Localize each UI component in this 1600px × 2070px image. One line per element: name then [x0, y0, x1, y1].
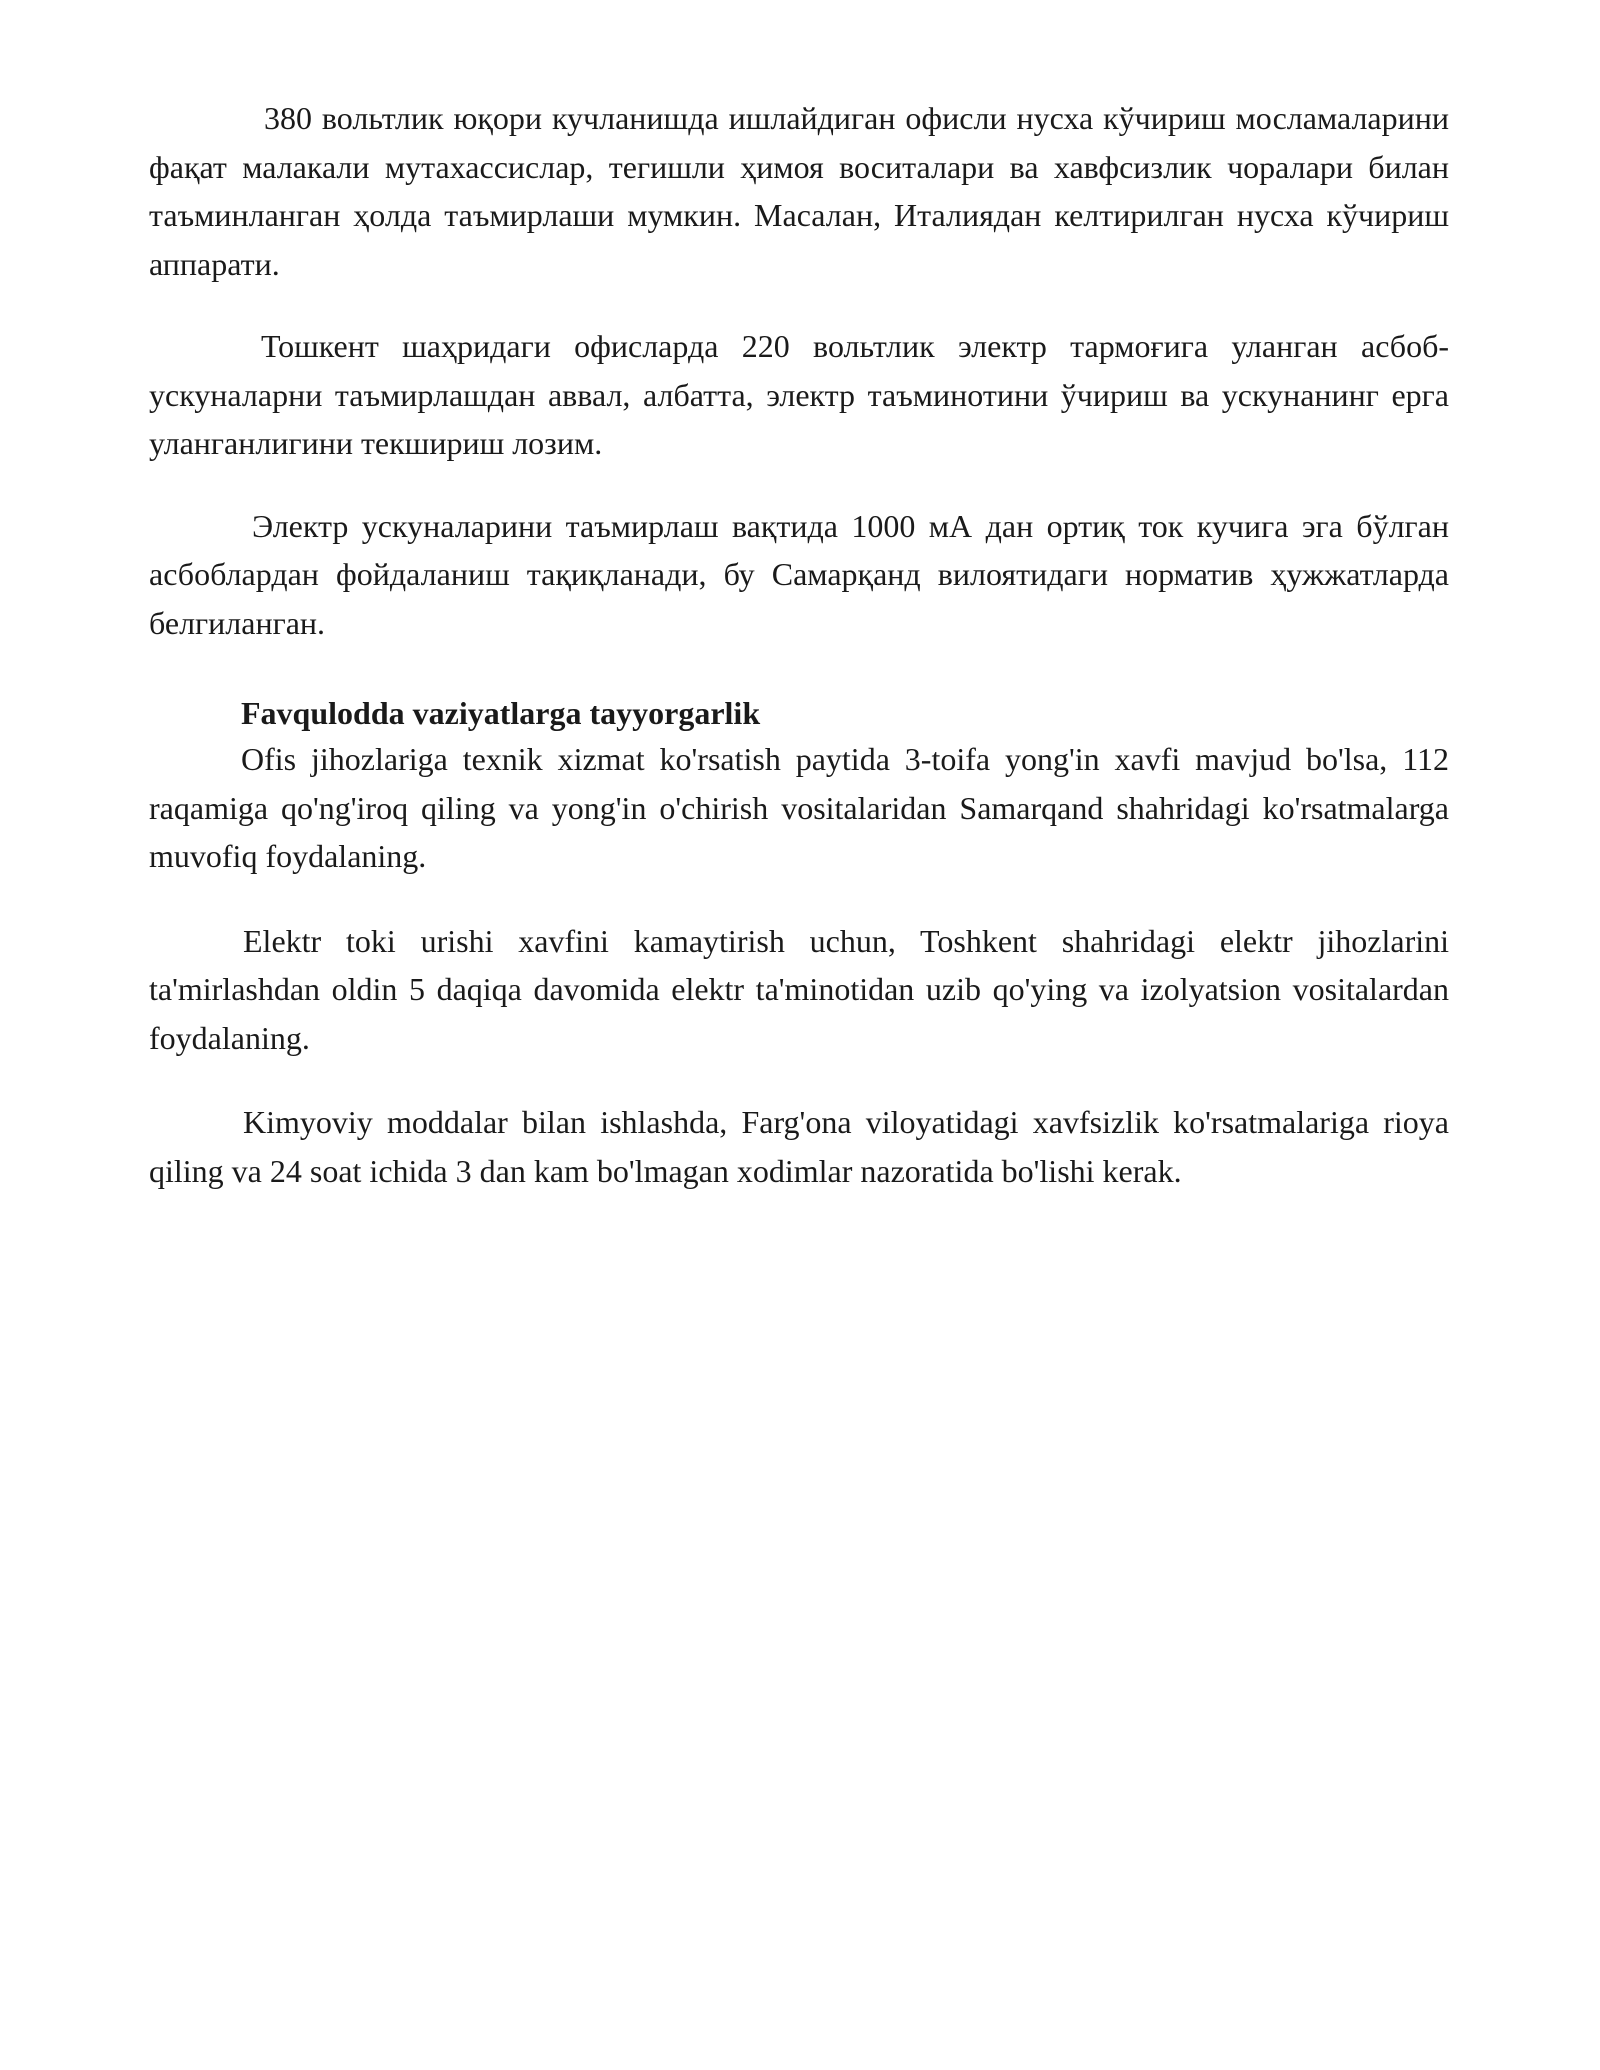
paragraph-high-voltage-copiers: 380 вольтлик юқори кучланишда ишлайдиган офисли нусха кўчириш мосламаларини фақат малакали мутахассислар, тегишли ҳимоя воситалари ва хавфсизлик чоралари билан таъминланган ҳолда таъмирлаши мумкин. Масалан, Италиядан келтирилган нусха кўчириш аппарати. — [149, 100, 1449, 282]
paragraph-tashkent-220v: Тошкент шаҳридаги офисларда 220 вольтлик электр тармоғига уланган асбоб-ускуналарни таъмирлашдан аввал, албатта, электр таъминотини ўчириш ва ускунанинг ерга уланганлигини текшириш лозим. — [149, 328, 1449, 461]
section-heading: Favqulodda vaziyatlarga tayyorgarlik — [241, 695, 761, 731]
paragraph-current-limit: Электр ускуналарини таъмирлаш вақтида 1000 мА дан ортиқ ток кучига эга бўлган асбоблардан фойдаланиш тақиқланади, бу Самарқанд вилоятидаги норматив ҳужжатларда белгиланган. — [149, 507, 1449, 641]
paragraph-chemicals: Kimyoviy moddalar bilan ishlashda, Farg'ona viloyatidagi xavfsizlik ko'rsatmalariga rioya qiling va 24 soat ichida 3 dan kam bo'lmagan xodimlar nazoratida bo'lishi kerak. — [149, 1104, 1449, 1189]
paragraph-electric-shock: Elektr toki urishi xavfini kamaytirish uchun, Toshkent shahridagi elektr jihozlarini ta'mirlashdan oldin 5 daqiqa davomida elektr ta'minotidan uzib qo'ying va izolyatsion vositalardan foydalaning. — [149, 922, 1449, 1056]
paragraph-fire-hazard: Ofis jihozlariga texnik xizmat ko'rsatish paytida 3-toifa yong'in xavfi mavjud bo'lsa, 112 raqamiga qo'ng'iroq qiling va yong'in o'chirish vositalaridan Samarqand shahridagi ko'rsatmalarga muvofiq foydalaning. — [149, 741, 1449, 874]
document-body — [149, 94, 1449, 1195]
